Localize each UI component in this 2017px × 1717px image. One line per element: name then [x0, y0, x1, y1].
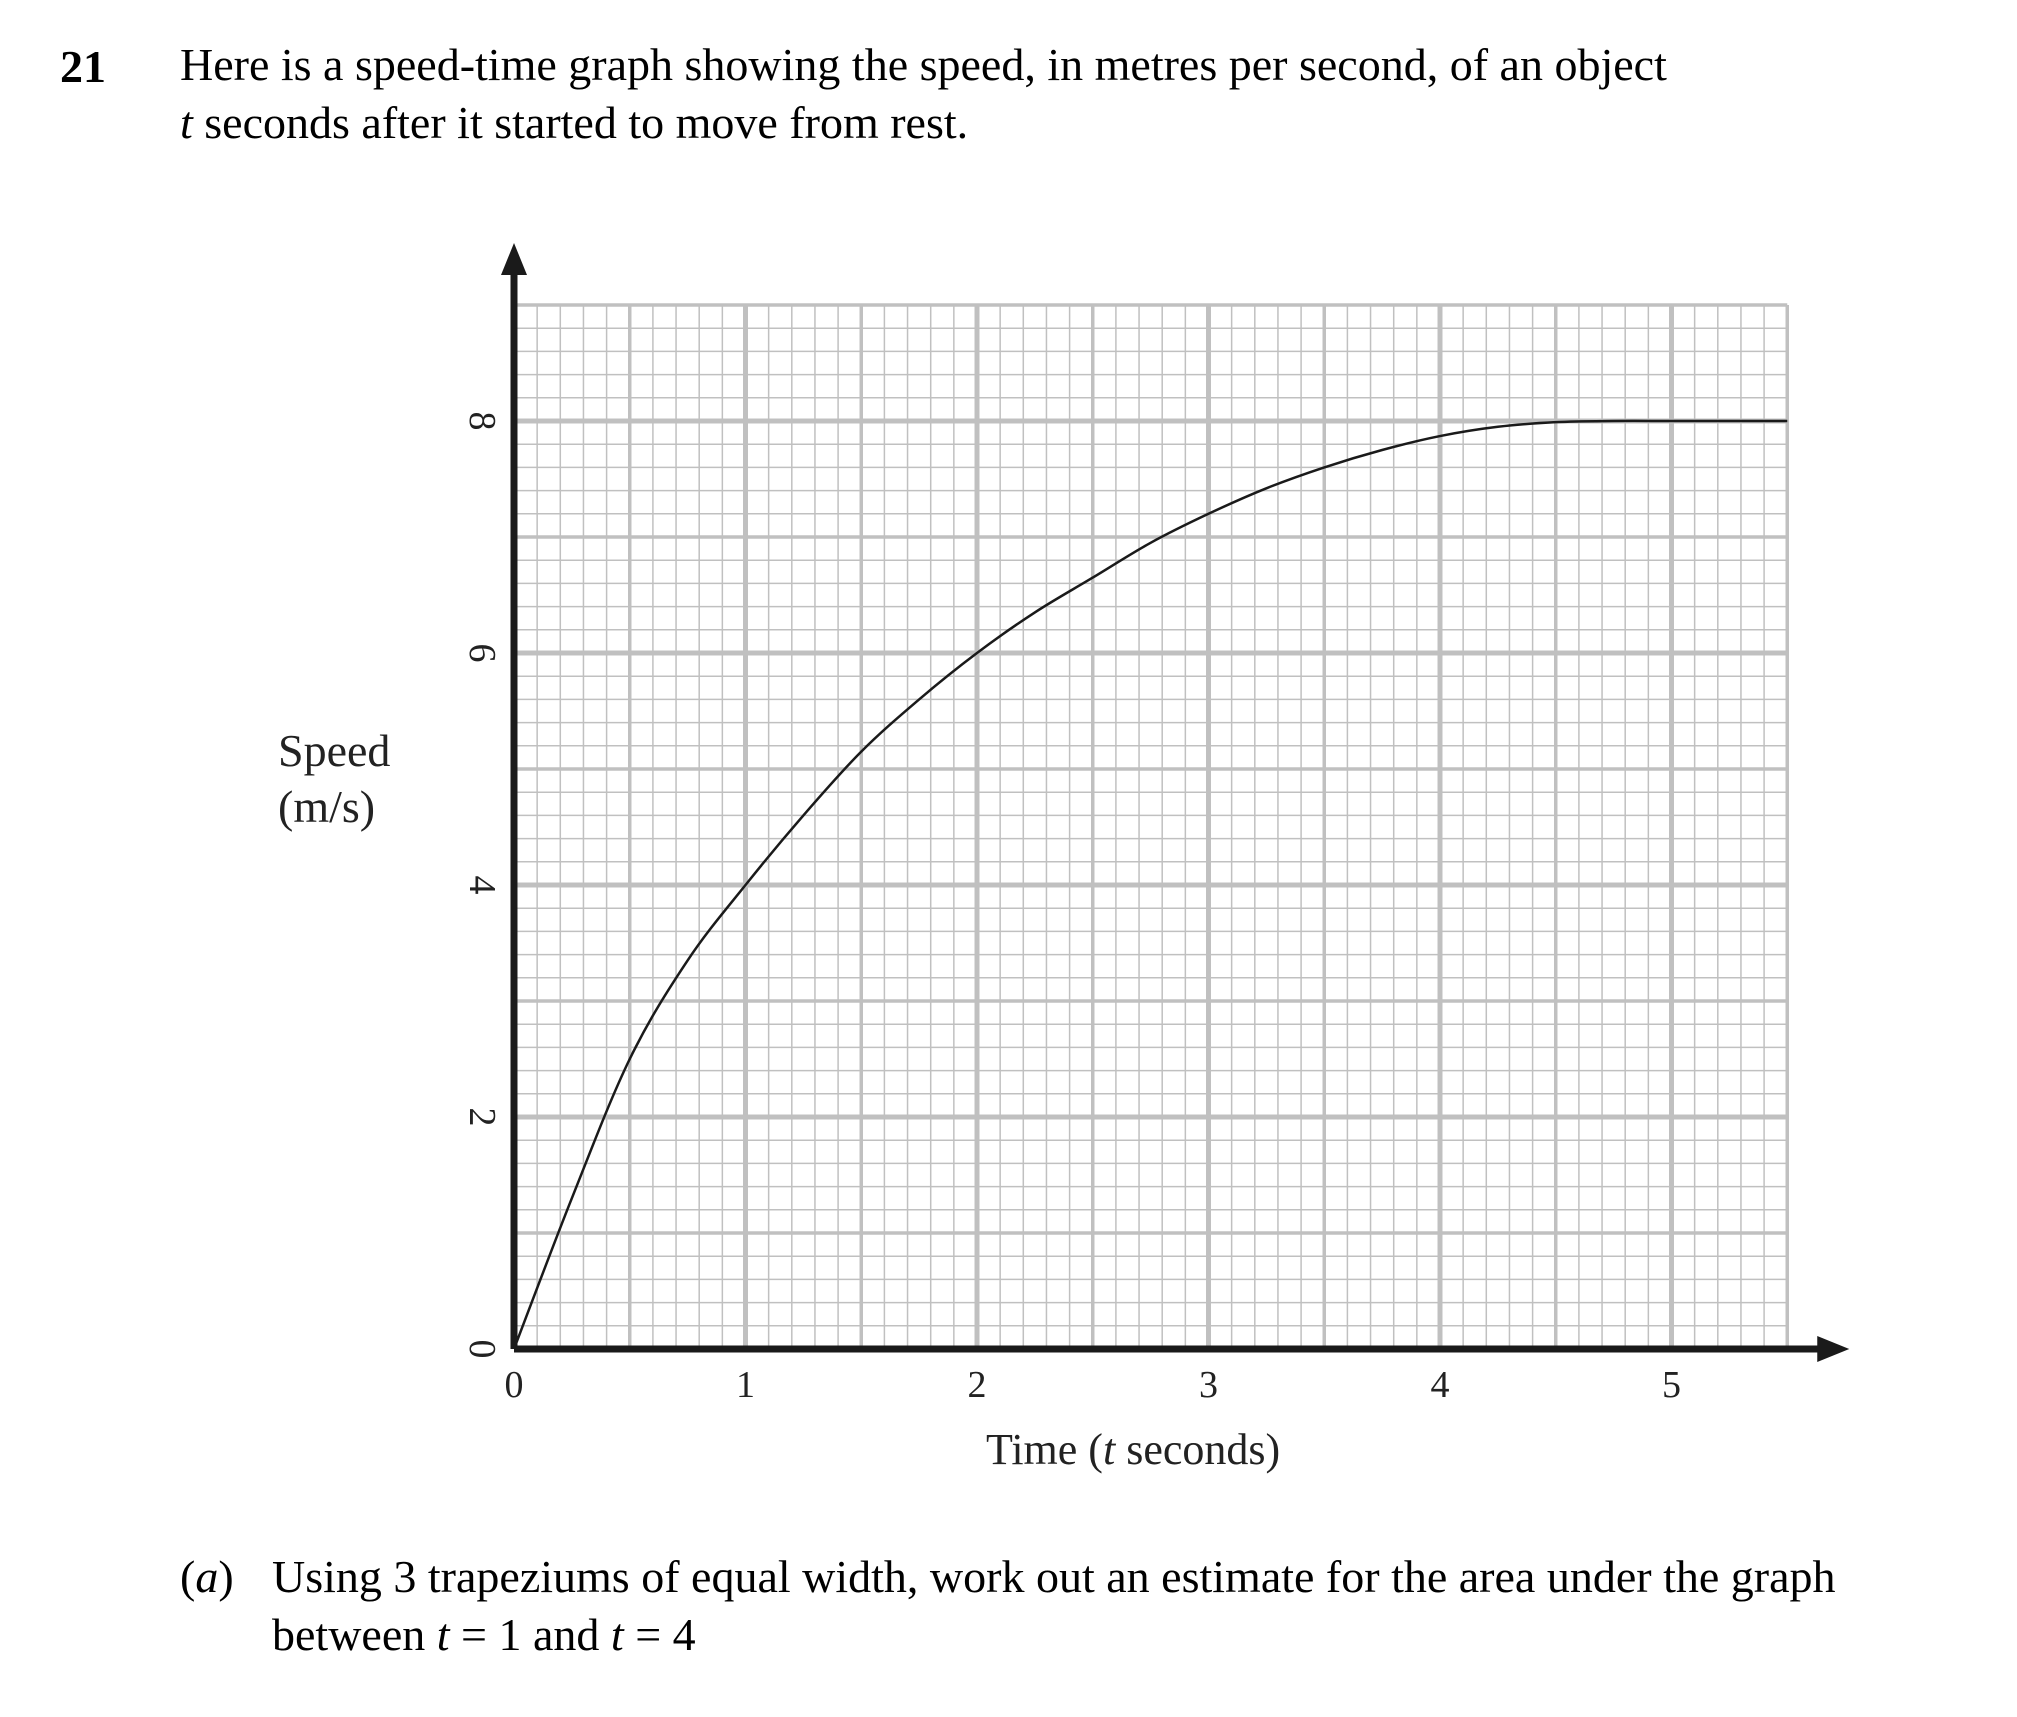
part-a-variable-t-1: t: [436, 1609, 450, 1660]
x-axis-label-variable: t: [1102, 1425, 1116, 1474]
question-number: 21: [60, 41, 106, 92]
part-a-variable-t-2: t: [610, 1609, 624, 1660]
x-axis-label-pre: Time (: [986, 1425, 1103, 1474]
x-tick-label: 5: [1662, 1364, 1681, 1406]
part-a-line-2-c: = 4: [623, 1609, 696, 1660]
x-tick-label: 0: [504, 1364, 524, 1406]
part-a-label-close: ): [218, 1551, 234, 1602]
y-tick-labels: [461, 412, 503, 1359]
y-tick-label: 0: [461, 1339, 503, 1359]
x-tick-labels: [505, 1364, 1682, 1406]
part-a-line-1: Using 3 trapeziums of equal width, work out an estimate for the area under the graph: [272, 1551, 1836, 1602]
stem-variable-t: t: [180, 97, 193, 148]
part-a-label: [180, 1548, 234, 1606]
grid-major: [514, 305, 1787, 1349]
x-axis-label: [986, 1425, 1280, 1474]
part-a-line-2-a: between: [272, 1609, 437, 1660]
stem-line-2-text: seconds after it started to move from rest.: [192, 97, 969, 148]
part-a-line-2-b: = 1 and: [449, 1609, 611, 1660]
x-tick-label: 1: [736, 1364, 755, 1406]
axes: [501, 243, 1849, 1362]
y-axis-arrow-icon: [501, 243, 527, 275]
grid-minor: [514, 305, 1787, 1349]
y-tick-label: 8: [461, 411, 503, 431]
part-a-label-letter: a: [195, 1551, 219, 1602]
x-tick-label: 2: [967, 1364, 987, 1406]
y-tick-label: 4: [461, 875, 503, 895]
x-axis-arrow-icon: [1817, 1336, 1849, 1362]
y-tick-label: 2: [461, 1107, 503, 1127]
y-axis-label-line-2: (m/s): [278, 781, 376, 832]
x-axis-label-post: seconds): [1115, 1425, 1281, 1474]
x-tick-label: 4: [1430, 1364, 1450, 1406]
part-a-label-open: (: [180, 1551, 196, 1602]
x-tick-label: 3: [1199, 1364, 1218, 1406]
y-tick-label: 6: [461, 643, 503, 663]
y-axis-label-line-1: Speed: [278, 725, 391, 776]
stem-line-1: Here is a speed-time graph showing the speed, in metres per second, of an object: [180, 39, 1667, 90]
part-a-line-2: [272, 1606, 2002, 1664]
part-a-text: [272, 1548, 2002, 1664]
